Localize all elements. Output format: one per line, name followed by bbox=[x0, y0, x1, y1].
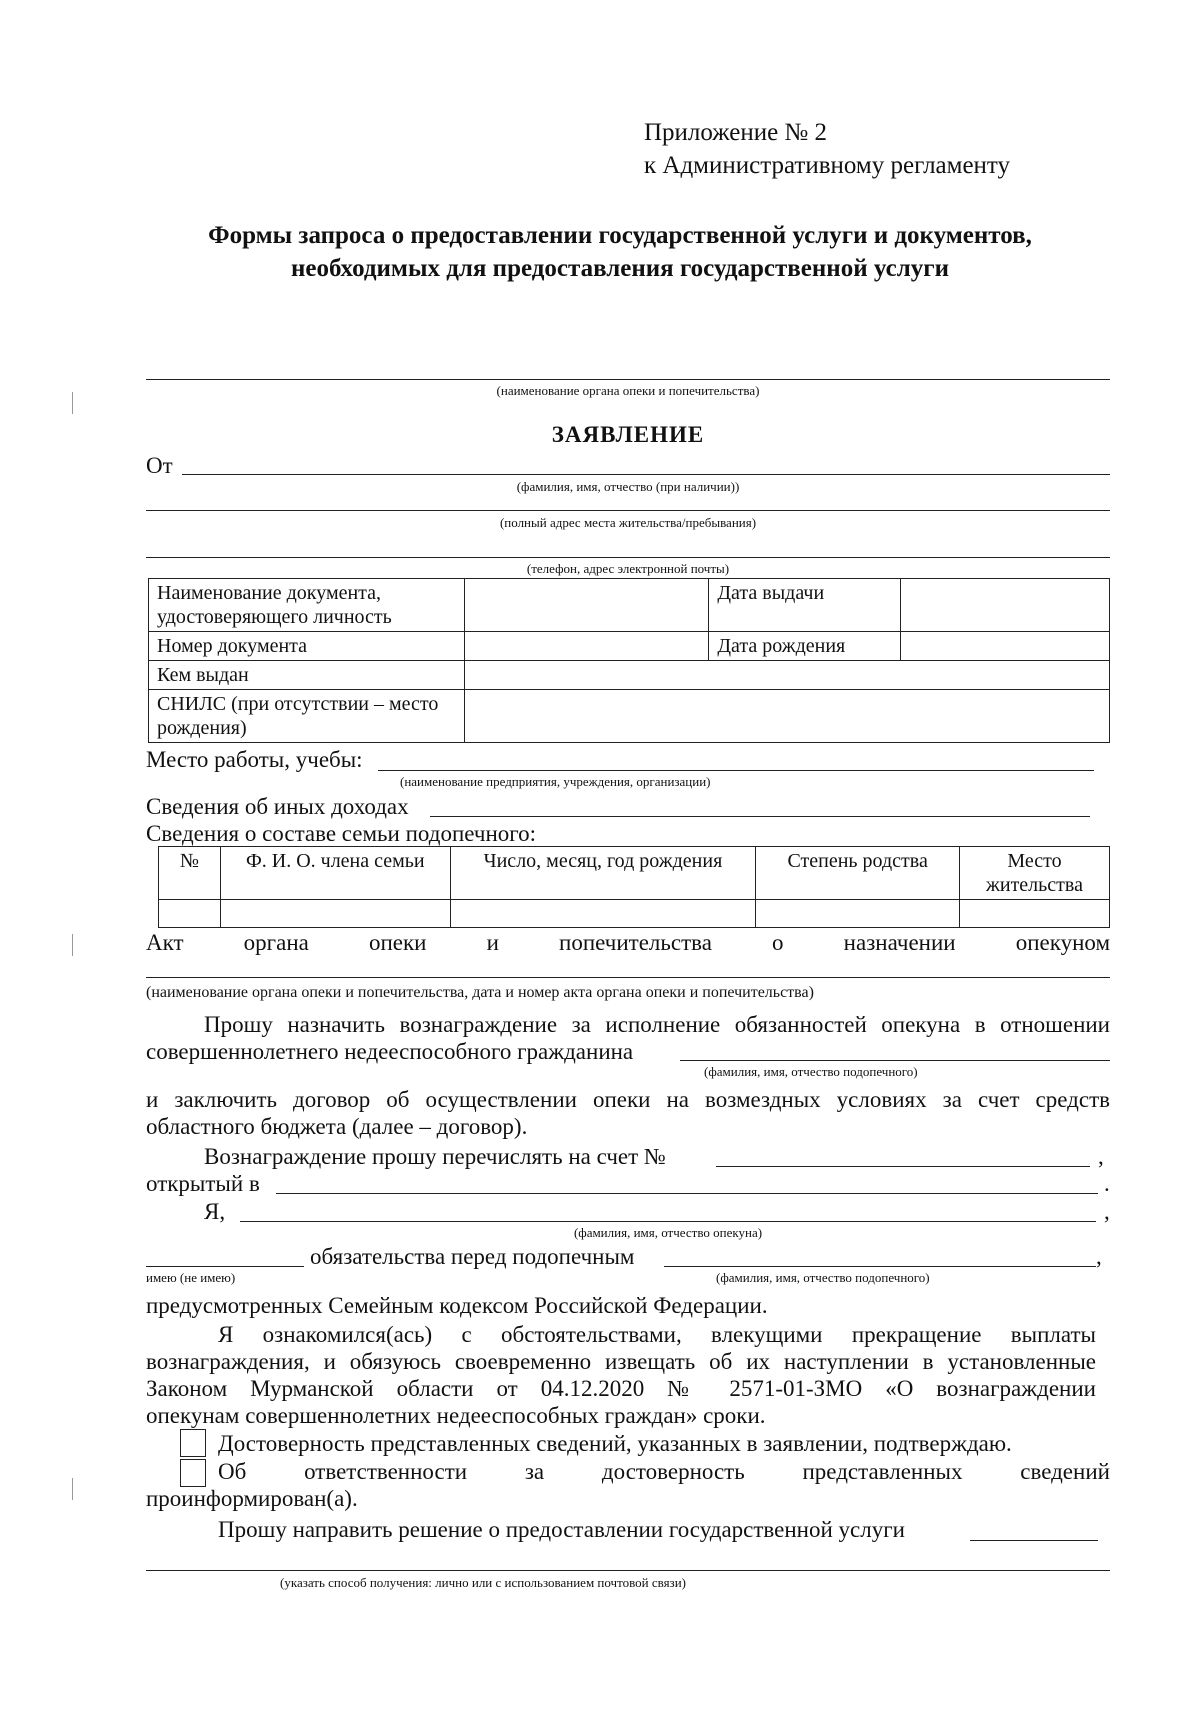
family-col-name: Ф. И. О. члена семьи bbox=[220, 847, 450, 900]
payment-label: Вознаграждение прошу перечислять на счет № bbox=[204, 1144, 666, 1169]
payment-comma: , bbox=[1098, 1144, 1104, 1169]
snils-label: СНИЛС (при отсутствии – место рождения) bbox=[149, 690, 465, 743]
form-title-line2: необходимых для предоставления государственной услуги bbox=[291, 255, 949, 282]
act-word: опекуном bbox=[1015, 930, 1110, 955]
act-caption: (наименование органа опеки и попечительства, дата и номер акта органа опеки и попечительства) bbox=[146, 984, 814, 1001]
request-line3: и заключить договор об осуществлении опеки на возмездных условиях за счет средств bbox=[146, 1087, 1110, 1112]
acknowledge-line2: вознаграждения, и обязуюсь своевременно извещать об их наступлении в установленные bbox=[146, 1349, 1096, 1374]
contact-caption: (телефон, адрес электронной почты) bbox=[526, 561, 730, 576]
have-caption: имею (не имею) bbox=[146, 1270, 236, 1285]
resp-word: сведений bbox=[1020, 1459, 1110, 1484]
bank-field[interactable] bbox=[276, 1193, 1098, 1194]
authority-line[interactable] bbox=[146, 379, 1110, 380]
doc-number-value[interactable] bbox=[464, 632, 709, 661]
guardian-name-caption: (фамилия, имя, отчество опекуна) bbox=[573, 1225, 763, 1240]
account-number-field[interactable] bbox=[716, 1166, 1090, 1167]
applicant-name-field[interactable] bbox=[182, 474, 1110, 475]
family-cell[interactable] bbox=[960, 900, 1110, 928]
delivery-method-field-2[interactable] bbox=[146, 1570, 1110, 1571]
request-line4: областного бюджета (далее – договор). bbox=[146, 1114, 528, 1139]
scan-mark bbox=[72, 934, 73, 956]
authority-caption: (наименование органа опеки и попечительства) bbox=[496, 383, 760, 398]
guardian-comma: , bbox=[1104, 1199, 1110, 1224]
resp-word: ответственности bbox=[304, 1459, 468, 1484]
doc-name-label: Наименование документа, удостоверяющего личность bbox=[149, 579, 465, 632]
ward-name-field-2[interactable] bbox=[664, 1266, 1096, 1267]
income-field[interactable] bbox=[430, 816, 1090, 817]
delivery-caption: (указать способ получения: лично или с использованием почтовой связи) bbox=[280, 1575, 686, 1590]
guardian-name-field[interactable] bbox=[240, 1221, 1096, 1222]
acknowledge-line3: Законом Мурманской области от 04.12.2020 № 2571-01-ЗМО «О вознаграждении bbox=[146, 1376, 1096, 1401]
family-label: Сведения о составе семьи подопечного: bbox=[146, 821, 537, 846]
responsibility-line2: проинформирован(а). bbox=[146, 1486, 358, 1511]
delivery-text: Прошу направить решение о предоставлении государственной услуги bbox=[218, 1517, 905, 1542]
birth-date-value[interactable] bbox=[901, 632, 1110, 661]
opened-in-label: открытый в bbox=[146, 1171, 260, 1196]
act-word: о bbox=[772, 930, 784, 955]
confirm-checkbox[interactable] bbox=[180, 1429, 206, 1457]
applicant-name-caption: (фамилия, имя, отчество (при наличии)) bbox=[516, 479, 740, 494]
address-field[interactable] bbox=[146, 510, 1110, 511]
request-line2: совершеннолетнего недееспособного гражданина bbox=[146, 1039, 634, 1064]
issue-date-label: Дата выдачи bbox=[709, 579, 901, 632]
responsibility-checkbox[interactable] bbox=[180, 1459, 206, 1487]
scan-mark bbox=[72, 1478, 73, 1500]
resp-word: достоверность bbox=[601, 1459, 745, 1484]
income-label: Сведения об иных доходах bbox=[146, 794, 409, 819]
act-field[interactable] bbox=[146, 977, 1110, 978]
address-caption: (полный адрес места жительства/пребывания) bbox=[499, 515, 757, 530]
family-cell[interactable] bbox=[756, 900, 960, 928]
doc-number-label: Номер документа bbox=[149, 632, 465, 661]
ward-name-caption: (фамилия, имя, отчество подопечного) bbox=[704, 1064, 918, 1079]
snils-value[interactable] bbox=[464, 690, 1109, 743]
acknowledge-line1: Я ознакомился(ась) с обстоятельствами, влекущими прекращение выплаты bbox=[218, 1322, 1096, 1347]
acknowledge-line4: опекунам совершеннолетних недееспособных граждан» сроки. bbox=[146, 1403, 766, 1428]
obligations-text: обязательства перед подопечным bbox=[310, 1244, 635, 1269]
act-word: опеки bbox=[368, 930, 427, 955]
from-label: От bbox=[146, 453, 173, 478]
work-field[interactable] bbox=[378, 770, 1094, 771]
appendix-reference: к Административному регламенту bbox=[644, 152, 1011, 179]
opened-in-period: . bbox=[1104, 1171, 1110, 1196]
issued-by-value[interactable] bbox=[464, 661, 1109, 690]
family-col-number: № bbox=[159, 847, 221, 900]
act-word: назначении bbox=[843, 930, 956, 955]
issue-date-value[interactable] bbox=[901, 579, 1110, 632]
family-cell[interactable] bbox=[220, 900, 450, 928]
request-line1: Прошу назначить вознаграждение за исполнение обязанностей опекуна в отношении bbox=[204, 1012, 1110, 1037]
family-col-residence: Место жительства bbox=[960, 847, 1110, 900]
family-code-line: предусмотренных Семейным кодексом Российской Федерации. bbox=[146, 1293, 768, 1318]
have-field[interactable] bbox=[146, 1266, 304, 1267]
responsibility-line bbox=[218, 1458, 1110, 1485]
act-line bbox=[146, 929, 1110, 956]
family-col-birthdate: Число, месяц, год рождения bbox=[450, 847, 756, 900]
family-cell[interactable] bbox=[159, 900, 221, 928]
ward-name-field[interactable] bbox=[680, 1060, 1110, 1061]
resp-word: Об bbox=[218, 1459, 247, 1484]
work-caption: (наименование предприятия, учреждения, организации) bbox=[400, 774, 711, 789]
guardian-ya: Я, bbox=[204, 1199, 226, 1224]
work-label: Место работы, учебы: bbox=[146, 747, 363, 772]
issued-by-label: Кем выдан bbox=[149, 661, 465, 690]
doc-name-value[interactable] bbox=[464, 579, 709, 632]
confirm-text: Достоверность представленных сведений, указанных в заявлении, подтверждаю. bbox=[218, 1431, 1012, 1456]
delivery-method-field[interactable] bbox=[970, 1540, 1098, 1541]
family-col-relation: Степень родства bbox=[756, 847, 960, 900]
ward-name-caption-2: (фамилия, имя, отчество подопечного) bbox=[716, 1270, 930, 1285]
resp-word: за bbox=[524, 1459, 545, 1484]
scan-mark bbox=[72, 392, 73, 414]
act-word: органа bbox=[243, 930, 309, 955]
act-word: попечительства bbox=[559, 930, 712, 955]
act-word: Акт bbox=[146, 930, 184, 955]
form-title-line1: Формы запроса о предоставлении государственной услуги и документов, bbox=[208, 222, 1032, 249]
resp-word: представленных bbox=[802, 1459, 963, 1484]
contact-field[interactable] bbox=[146, 557, 1110, 558]
statement-heading: ЗАЯВЛЕНИЕ bbox=[551, 422, 705, 447]
family-cell[interactable] bbox=[450, 900, 756, 928]
birth-date-label: Дата рождения bbox=[709, 632, 901, 661]
family-table bbox=[158, 846, 1110, 928]
identity-document-table bbox=[148, 578, 1110, 743]
act-word: и bbox=[486, 930, 499, 955]
obligations-comma: , bbox=[1096, 1244, 1102, 1269]
appendix-number: Приложение № 2 bbox=[644, 119, 828, 146]
